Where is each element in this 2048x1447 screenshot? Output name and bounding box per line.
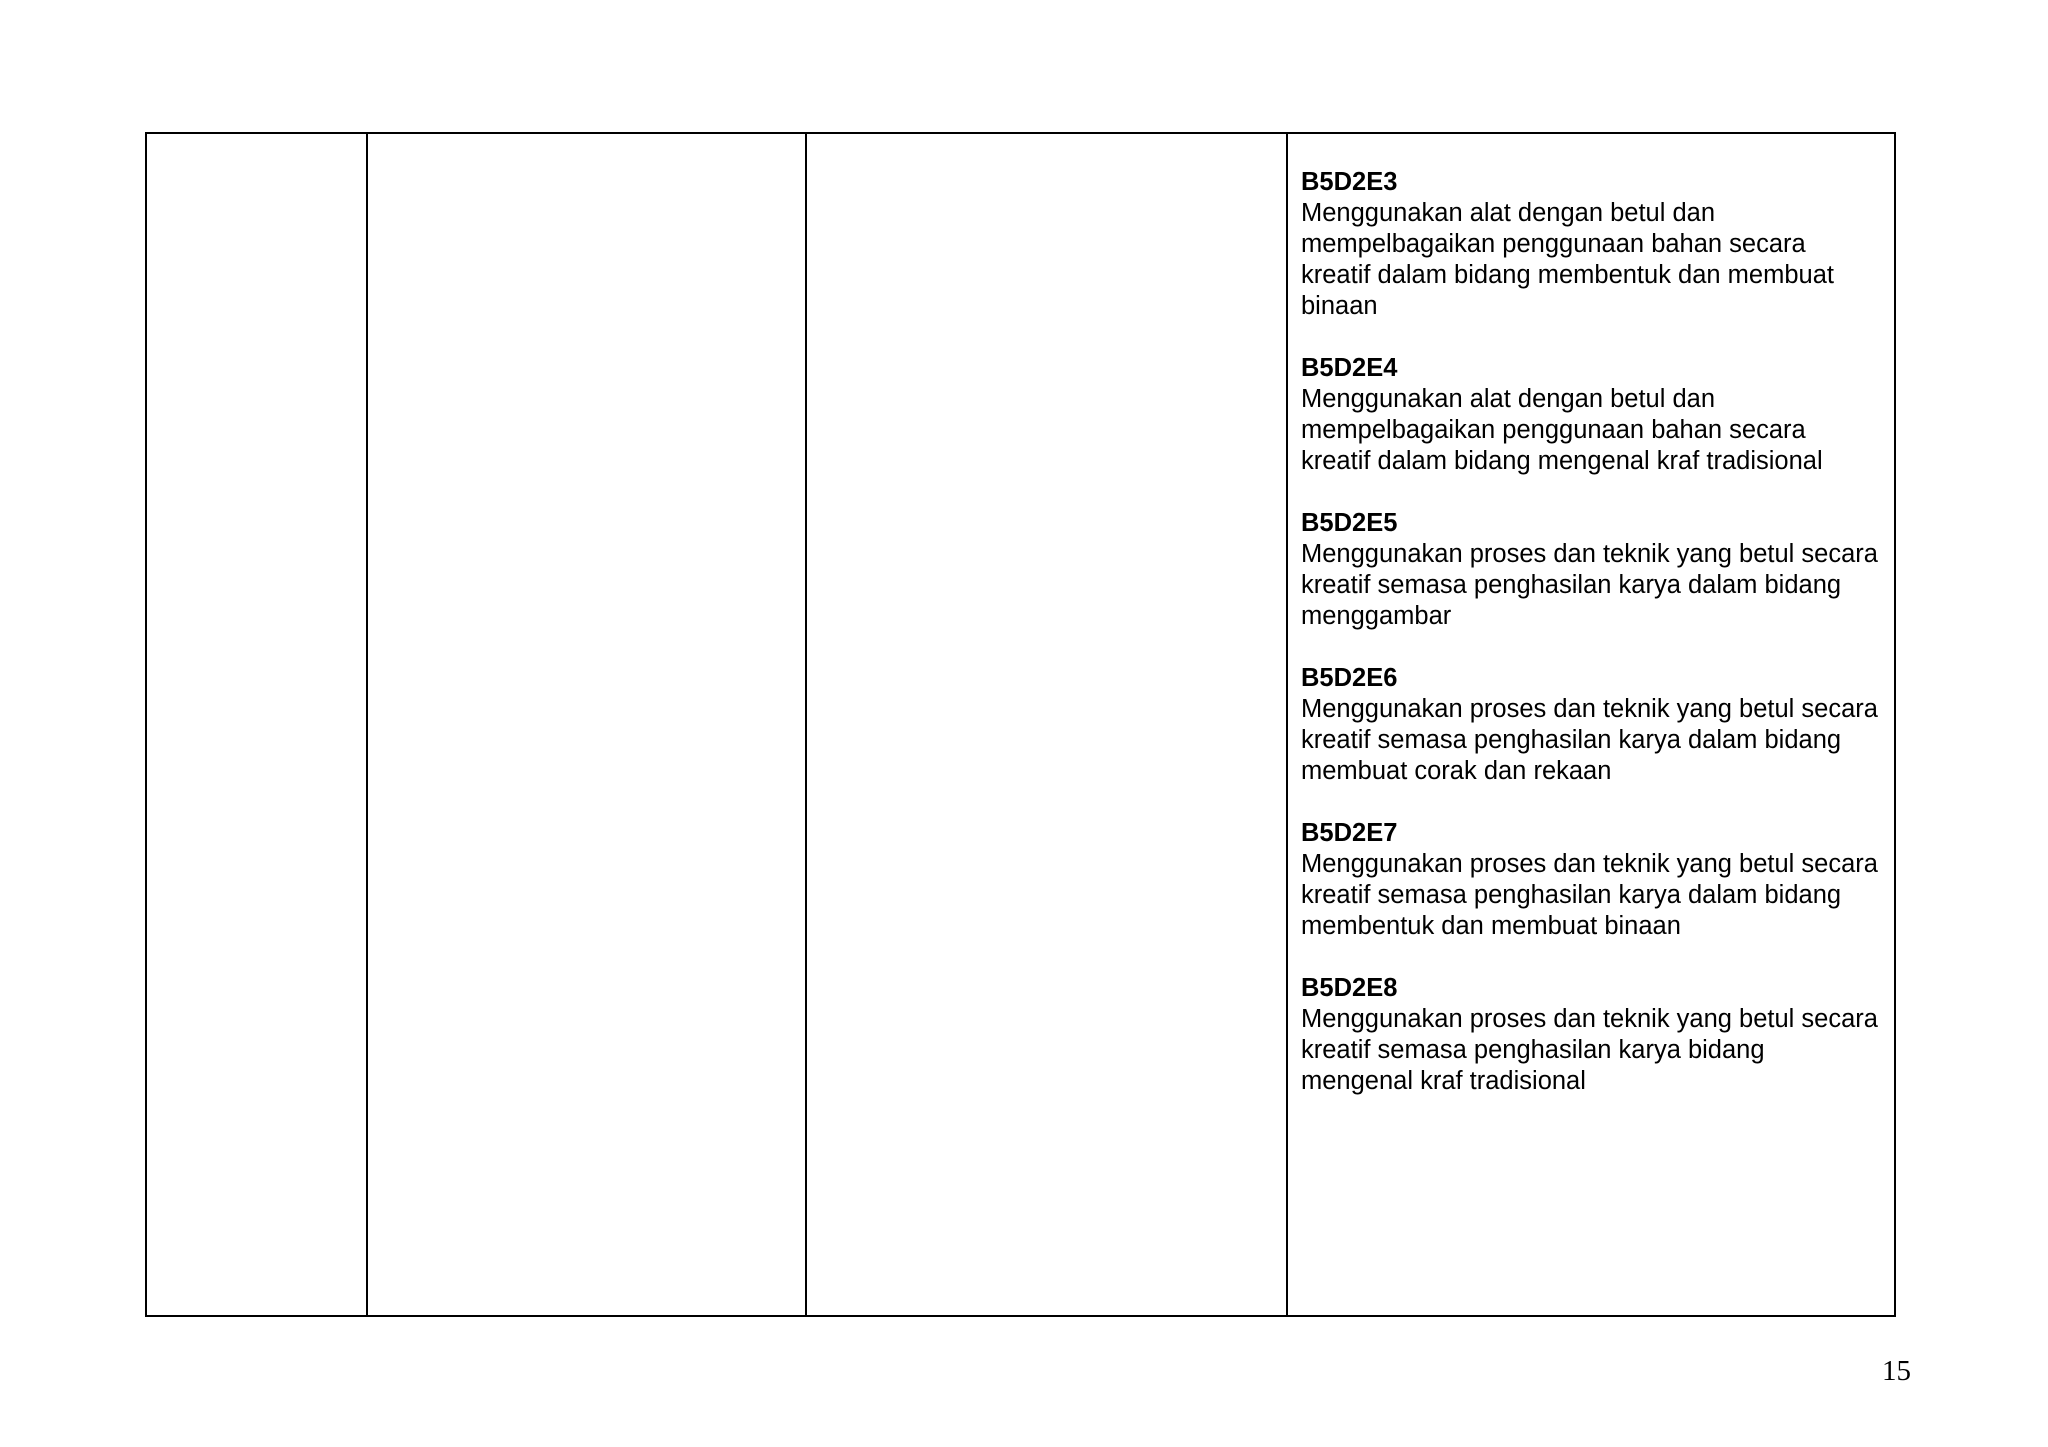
evidence-code: B5D2E5	[1301, 509, 1398, 537]
evidence-description: Menggunakan proses dan teknik yang betul secara kreatif semasa penghasilan karya dalam bidang membuat corak dan rekaan	[1301, 695, 1878, 785]
table-cell-column-2	[367, 133, 806, 1316]
evidence-entry	[1301, 818, 1880, 942]
evidence-code: B5D2E6	[1301, 664, 1398, 692]
table-cell-column-1	[146, 133, 367, 1316]
table-cell-column-3	[806, 133, 1287, 1316]
evidence-entry	[1301, 973, 1880, 1097]
evidence-code: B5D2E8	[1301, 974, 1398, 1002]
table-cell-evidence	[1287, 133, 1895, 1316]
evidence-description: Menggunakan proses dan teknik yang betul secara kreatif semasa penghasilan karya dalam bidang menggambar	[1301, 540, 1878, 630]
evidence-entry	[1301, 508, 1880, 632]
evidence-code: B5D2E4	[1301, 354, 1398, 382]
evidence-entry	[1301, 167, 1880, 322]
evidence-list	[1288, 134, 1894, 1097]
evidence-code: B5D2E3	[1301, 168, 1398, 196]
evidence-code: B5D2E7	[1301, 819, 1398, 847]
evidence-description: Menggunakan proses dan teknik yang betul secara kreatif semasa penghasilan karya bidang mengenal kraf tradisional	[1301, 1005, 1878, 1095]
evidence-description: Menggunakan alat dengan betul dan mempelbagaikan penggunaan bahan secara kreatif dalam bidang mengenal kraf tradisional	[1301, 385, 1823, 475]
table-row	[146, 133, 1895, 1316]
page-number: 15	[1882, 1355, 1911, 1387]
evidence-description: Menggunakan alat dengan betul dan mempelbagaikan penggunaan bahan secara kreatif dalam bidang membentuk dan membuat binaan	[1301, 199, 1834, 320]
evidence-entry	[1301, 353, 1880, 477]
evidence-description: Menggunakan proses dan teknik yang betul secara kreatif semasa penghasilan karya dalam bidang membentuk dan membuat binaan	[1301, 850, 1878, 940]
evidence-entry	[1301, 663, 1880, 787]
document-table	[145, 132, 1896, 1317]
